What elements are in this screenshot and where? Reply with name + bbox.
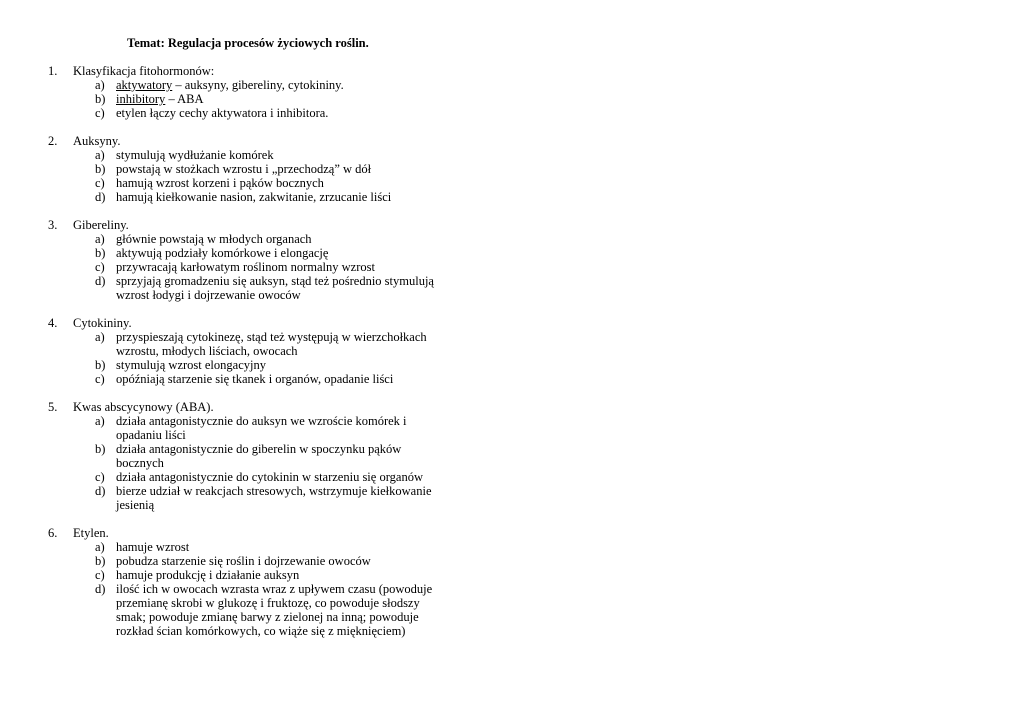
item-description: działa antagonistycznie do auksyn we wzroście komórek i opadaniu liści xyxy=(116,414,407,442)
list-item xyxy=(48,260,518,274)
list-item xyxy=(48,540,518,554)
section-heading: Cytokininy. xyxy=(73,316,132,330)
section-heading-row xyxy=(48,400,518,414)
item-description: aktywują podziały komórkowe i elongację xyxy=(116,246,329,260)
item-letter: b) xyxy=(95,162,106,176)
section xyxy=(48,316,518,386)
item-letter: d) xyxy=(95,484,106,498)
list-item xyxy=(48,232,518,246)
section-heading-row xyxy=(48,134,518,148)
item-description: hamują wzrost korzeni i pąków bocznych xyxy=(116,176,324,190)
list-item xyxy=(48,148,518,162)
item-text xyxy=(116,92,451,106)
item-letter: b) xyxy=(95,358,106,372)
item-letter: c) xyxy=(95,470,105,484)
section xyxy=(48,218,518,302)
list-item xyxy=(48,162,518,176)
item-letter: a) xyxy=(95,148,105,162)
list-item xyxy=(48,442,518,470)
item-description: hamuje produkcję i działanie auksyn xyxy=(116,568,300,582)
item-letter: c) xyxy=(95,260,105,274)
section xyxy=(48,526,518,638)
item-text xyxy=(116,232,451,246)
item-description: ilość ich w owocach wzrasta wraz z upływem czasu (powoduje przemianę skrobi w glukozę i fruktozę, co powoduje słodszy smak; powoduje zmianę barwy z zielonej na inną; powoduje rozkład ścian komórkowych, co wiąże się z mięknięciem) xyxy=(116,582,433,638)
item-text xyxy=(116,274,451,302)
section-heading: Auksyny. xyxy=(73,134,121,148)
item-text xyxy=(116,246,451,260)
list-item xyxy=(48,92,518,106)
item-text xyxy=(116,470,451,484)
document-title: Temat: Regulacja procesów życiowych roślin. xyxy=(127,36,369,50)
item-list xyxy=(48,232,518,302)
item-text xyxy=(116,330,451,358)
item-list xyxy=(48,414,518,512)
list-item xyxy=(48,106,518,120)
item-description: sprzyjają gromadzeniu się auksyn, stąd też pośrednio stymulują wzrost łodygi i dojrzewanie owoców xyxy=(116,274,434,302)
section-heading-row xyxy=(48,526,518,540)
item-list xyxy=(48,540,518,638)
item-letter: d) xyxy=(95,274,106,288)
section-number: 3. xyxy=(48,218,58,232)
section-heading: Klasyfikacja fitohormonów: xyxy=(73,64,215,78)
section-heading-row xyxy=(48,64,518,78)
item-text xyxy=(116,554,451,568)
item-description: hamuje wzrost xyxy=(116,540,190,554)
item-text xyxy=(116,582,451,638)
list-item xyxy=(48,176,518,190)
item-description: opóźniają starzenie się tkanek i organów, opadanie liści xyxy=(116,372,394,386)
item-description: stymulują wydłużanie komórek xyxy=(116,148,274,162)
item-letter: b) xyxy=(95,554,106,568)
item-letter: b) xyxy=(95,442,106,456)
item-letter: b) xyxy=(95,92,106,106)
section-number: 4. xyxy=(48,316,58,330)
section-heading-row xyxy=(48,316,518,330)
item-text xyxy=(116,148,451,162)
list-item xyxy=(48,470,518,484)
item-description: działa antagonistycznie do giberelin w spoczynku pąków bocznych xyxy=(116,442,402,470)
item-letter: a) xyxy=(95,232,105,246)
item-description: przyspieszają cytokinezę, stąd też występują w wierzchołkach wzrostu, młodych liściach, owocach xyxy=(116,330,427,358)
section-heading-row xyxy=(48,218,518,232)
item-list xyxy=(48,148,518,204)
section xyxy=(48,134,518,204)
item-letter: c) xyxy=(95,176,105,190)
item-list xyxy=(48,330,518,386)
section-heading: Gibereliny. xyxy=(73,218,129,232)
item-text xyxy=(116,540,451,554)
list-item xyxy=(48,582,518,638)
item-text xyxy=(116,442,451,470)
list-item xyxy=(48,246,518,260)
item-letter: d) xyxy=(95,190,106,204)
list-item xyxy=(48,358,518,372)
section xyxy=(48,64,518,120)
list-item xyxy=(48,414,518,442)
section-number: 5. xyxy=(48,400,58,414)
item-description: stymulują wzrost elongacyjny xyxy=(116,358,266,372)
item-letter: a) xyxy=(95,540,105,554)
list-item xyxy=(48,78,518,92)
item-text xyxy=(116,484,451,512)
item-text xyxy=(116,78,451,92)
item-term: inhibitory xyxy=(116,92,166,106)
item-text xyxy=(116,106,451,120)
item-description: przywracają karłowatym roślinom normalny wzrost xyxy=(116,260,375,274)
list-item xyxy=(48,330,518,358)
item-text xyxy=(116,260,451,274)
item-description: hamują kiełkowanie nasion, zakwitanie, zrzucanie liści xyxy=(116,190,392,204)
list-item xyxy=(48,274,518,302)
list-item xyxy=(48,372,518,386)
section-number: 1. xyxy=(48,64,58,78)
list-item xyxy=(48,554,518,568)
item-text xyxy=(116,414,451,442)
item-description: bierze udział w reakcjach stresowych, wstrzymuje kiełkowanie jesienią xyxy=(116,484,432,512)
list-item xyxy=(48,484,518,512)
section xyxy=(48,400,518,512)
item-term: aktywatory xyxy=(116,78,173,92)
item-letter: a) xyxy=(95,78,105,92)
item-description: powstają w stożkach wzrostu i „przechodzą” w dół xyxy=(116,162,372,176)
item-description: głównie powstają w młodych organach xyxy=(116,232,312,246)
item-letter: a) xyxy=(95,330,105,344)
item-text xyxy=(116,162,451,176)
item-letter: c) xyxy=(95,106,105,120)
item-text xyxy=(116,176,451,190)
section-list xyxy=(48,64,518,652)
item-text xyxy=(116,568,451,582)
section-number: 6. xyxy=(48,526,58,540)
item-text xyxy=(116,358,451,372)
section-heading: Etylen. xyxy=(73,526,109,540)
item-text xyxy=(116,190,451,204)
item-letter: c) xyxy=(95,372,105,386)
item-description: etylen łączy cechy aktywatora i inhibitora. xyxy=(116,106,329,120)
item-letter: b) xyxy=(95,246,106,260)
item-letter: c) xyxy=(95,568,105,582)
item-text xyxy=(116,372,451,386)
item-letter: d) xyxy=(95,582,106,596)
list-item xyxy=(48,190,518,204)
item-list xyxy=(48,78,518,120)
item-letter: a) xyxy=(95,414,105,428)
section-number: 2. xyxy=(48,134,58,148)
item-description: – auksyny, gibereliny, cytokininy. xyxy=(172,78,344,92)
item-description: – ABA xyxy=(165,92,204,106)
section-heading: Kwas abscycynowy (ABA). xyxy=(73,400,214,414)
list-item xyxy=(48,568,518,582)
item-description: działa antagonistycznie do cytokinin w starzeniu się organów xyxy=(116,470,423,484)
item-description: pobudza starzenie się roślin i dojrzewanie owoców xyxy=(116,554,371,568)
